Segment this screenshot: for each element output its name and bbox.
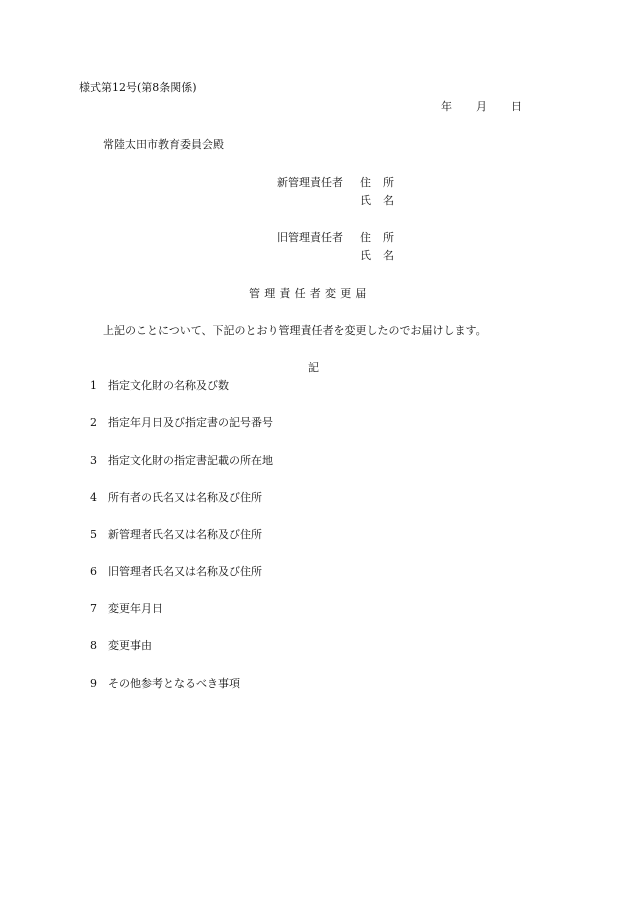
list-item-number: 5 <box>90 528 97 541</box>
list-item-text: 新管理者氏名又は名称及び住所 <box>108 528 262 541</box>
list-item <box>90 603 163 614</box>
old-manager-label: 旧管理責任者 <box>277 231 343 244</box>
intro-text: 上記のことについて、下記のとおり管理責任者を変更したのでお届けします。 <box>103 324 487 337</box>
list-item-number: 9 <box>90 677 97 690</box>
list-item <box>90 455 273 466</box>
list-item <box>90 380 229 391</box>
list-item <box>90 417 273 428</box>
list-item-text: 旧管理者氏名又は名称及び住所 <box>108 565 262 578</box>
document-title: 管理責任者変更届 <box>249 287 371 300</box>
list-item-text: 変更事由 <box>108 639 152 652</box>
list-item-number: 7 <box>90 602 97 615</box>
list-item <box>90 492 262 503</box>
list-item <box>90 529 262 540</box>
date-month-label: 月 <box>476 100 487 113</box>
list-item <box>90 678 240 689</box>
list-item-text: 所有者の氏名又は名称及び住所 <box>108 491 262 504</box>
form-number: 様式第12号(第8条関係) <box>79 81 197 94</box>
list-item-text: 指定文化財の名称及び数 <box>108 379 229 392</box>
list-item-number: 2 <box>90 416 97 429</box>
date-year-label: 年 <box>441 100 452 113</box>
old-manager-name-label: 氏 名 <box>360 249 394 262</box>
new-manager-label: 新管理責任者 <box>277 176 343 189</box>
old-manager-address-label: 住 所 <box>360 231 394 244</box>
new-manager-name-label: 氏 名 <box>360 194 394 207</box>
list-item <box>90 566 262 577</box>
date-line <box>441 101 522 112</box>
new-manager-address-label: 住 所 <box>360 176 394 189</box>
ki-heading: 記 <box>308 361 319 374</box>
list-item-text: その他参考となるべき事項 <box>108 677 240 690</box>
list-item <box>90 640 152 651</box>
list-item-text: 指定年月日及び指定書の記号番号 <box>108 416 273 429</box>
addressee: 常陸太田市教育委員会殿 <box>103 138 224 151</box>
date-day-label: 日 <box>511 100 522 113</box>
list-item-number: 6 <box>90 565 97 578</box>
list-item-number: 1 <box>90 379 97 392</box>
list-item-number: 4 <box>90 491 97 504</box>
list-item-number: 3 <box>90 454 97 467</box>
list-item-number: 8 <box>90 639 97 652</box>
list-item-text: 変更年月日 <box>108 602 163 615</box>
list-item-text: 指定文化財の指定書記載の所在地 <box>108 454 273 467</box>
